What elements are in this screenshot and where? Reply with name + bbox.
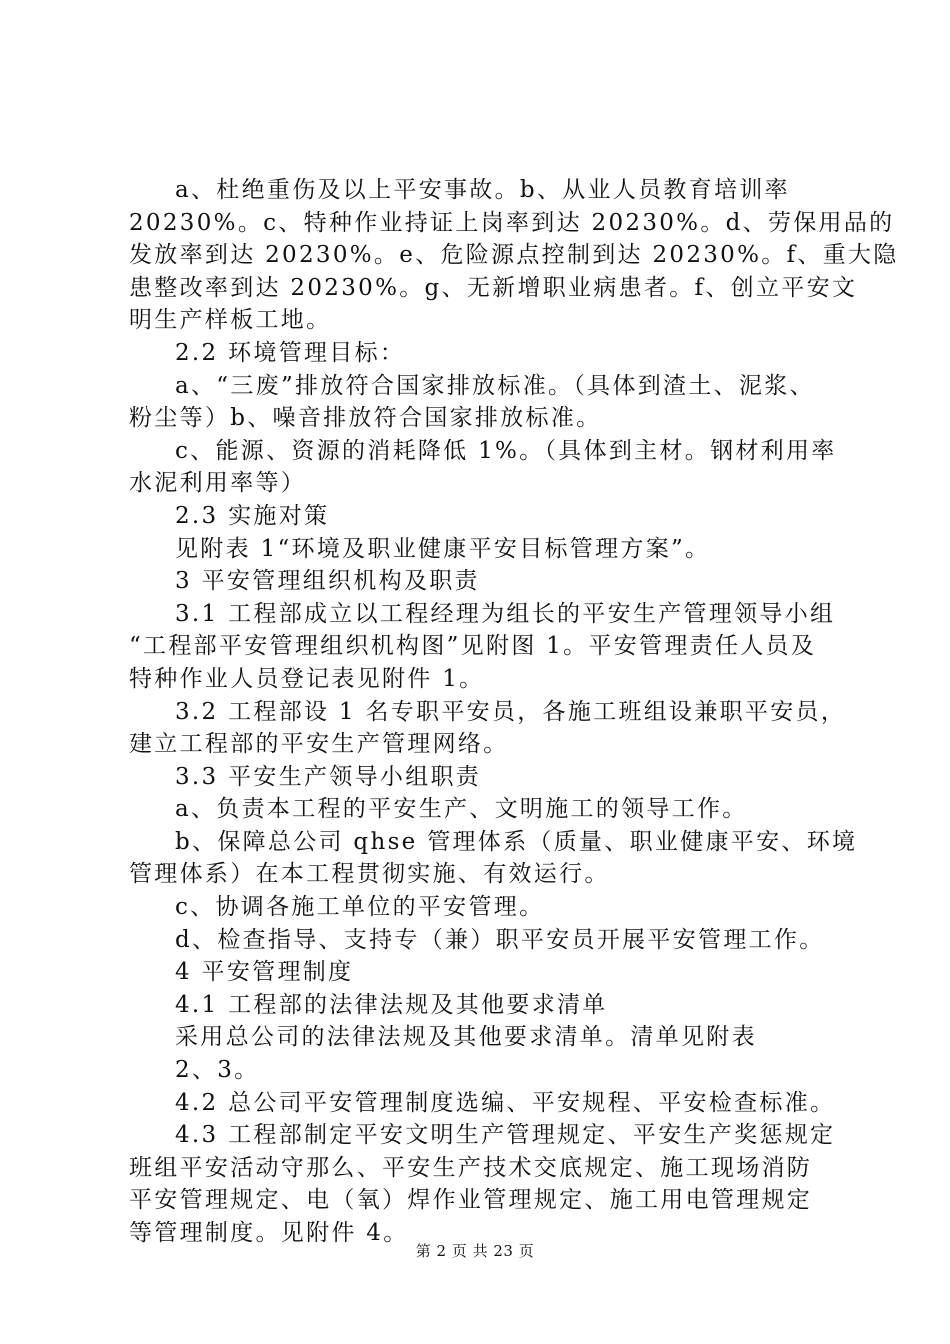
text-line: 4.1 工程部的法律法规及其他要求清单 — [175, 991, 608, 1018]
text-line: c、协调各施工单位的平安管理。 — [175, 894, 545, 921]
text-line: c、能源、资源的消耗降低 1%。（具体到主材。钢材利用率 — [175, 437, 837, 464]
text-line: 管理体系）在本工程贯彻实施、有效运行。 — [129, 861, 610, 888]
text-line: 粉尘等）b、噪音排放符合国家排放标准。 — [129, 405, 602, 432]
text-line: 建立工程部的平安生产管理网络。 — [129, 731, 509, 758]
text-line: 2.2 环境管理目标： — [175, 339, 406, 366]
text-line: 4 平安管理制度 — [175, 959, 354, 986]
text-line: 特种作业人员登记表见附件 1。 — [129, 665, 485, 692]
text-line: 20230%。c、特种作业持证上岗率到达 20230%。d、劳保用品的 — [129, 209, 895, 236]
text-line: 水泥利用率等） — [129, 470, 307, 497]
text-line: “工程部平安管理组织机构图”见附图 1。平安管理责任人员及 — [129, 633, 817, 660]
text-line: 3.2 工程部设 1 名专职平安员，各施工班组设兼职平安员， — [175, 698, 847, 725]
text-line: 采用总公司的法律法规及其他要求清单。清单见附表 — [175, 1024, 757, 1051]
text-line: 4.3 工程部制定平安文明生产管理规定、平安生产奖惩规定 — [175, 1122, 836, 1149]
text-line: a、杜绝重伤及以上平安事故。b、从业人员教育培训率 — [175, 177, 790, 203]
text-line: 2.3 实施对策 — [175, 502, 330, 529]
text-line: 明生产样板工地。 — [129, 307, 332, 334]
text-line: b、保障总公司 qhse 管理体系（质量、职业健康平安、环境 — [175, 828, 858, 855]
page-footer: 第 2 页 共 23 页 — [415, 1242, 535, 1260]
text-line: 4.2 总公司平安管理制度选编、平安规程、平安检查标准。 — [175, 1089, 836, 1116]
text-line: 3 平安管理组织机构及职责 — [175, 568, 480, 595]
text-line: 患整改率到达 20230%。g、无新增职业病患者。f、创立平安文 — [129, 274, 858, 301]
text-line: a、“三废”排放符合国家排放标准。（具体到渣土、泥浆、 — [175, 372, 815, 399]
text-line: 平安管理规定、电（氧）焊作业管理规定、施工用电管理规定 — [129, 1187, 813, 1214]
text-line: d、检查指导、支持专（兼）职平安员开展平安管理工作。 — [175, 926, 825, 953]
text-line: 2、3。 — [175, 1057, 260, 1084]
text-line: 班组平安活动守那么、平安生产技术交底规定、施工现场消防 — [129, 1154, 813, 1181]
text-line: 见附表 1“环境及职业健康平安目标管理方案”。 — [175, 535, 711, 562]
text-line: a、负责本工程的平安生产、文明施工的领导工作。 — [175, 796, 748, 823]
text-line: 3.1 工程部成立以工程经理为组长的平安生产管理领导小组 — [175, 600, 836, 627]
document-body — [129, 174, 899, 1250]
text-line: 等管理制度。见附件 4。 — [129, 1220, 409, 1246]
text-line: 发放率到达 20230%。e、危险源点控制到达 20230%。f、重大隐 — [129, 242, 899, 269]
text-line: 3.3 平安生产领导小组职责 — [175, 763, 482, 790]
